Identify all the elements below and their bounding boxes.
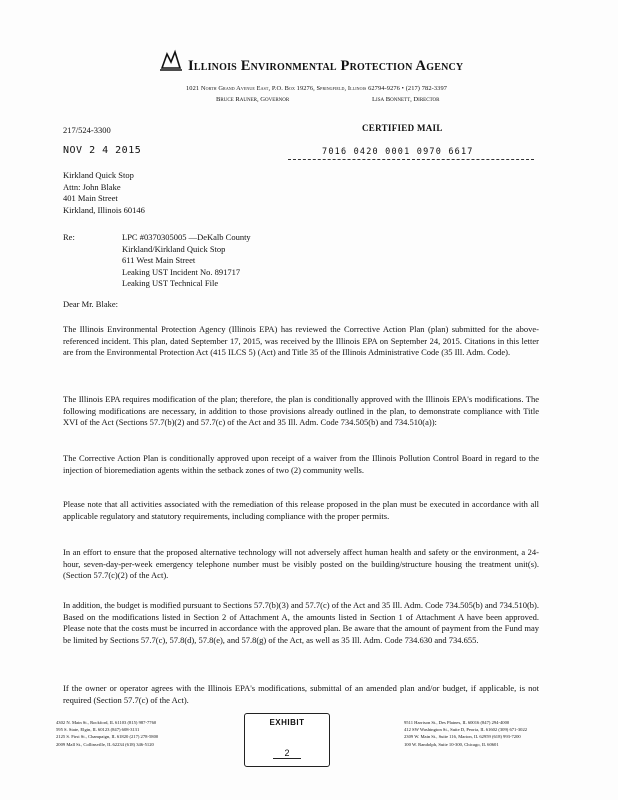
exhibit-sticker: [244, 713, 330, 767]
footer-office-line: 2009 Mall St., Collinsville, IL 62234 (618) 346-5120: [56, 741, 154, 747]
reference-line: LPC #0370305005 —DeKalb County: [122, 232, 251, 242]
phone-number: 217/524-3300: [63, 125, 111, 135]
footer-office-line: 2309 W. Main St., Suite 116, Marion, IL 62959 (618) 993-7200: [404, 734, 521, 740]
footer-offices-left: [56, 719, 158, 748]
footer-office-line: 4302 N. Main St., Rockford, IL 61103 (815) 987-7760: [56, 720, 157, 725]
body-paragraph: Please note that all activities associated with the remediation of this release proposed in the plan must be executed in accordance with all applicable regulatory and statutory requirements, including compliance with the proper permits.: [63, 499, 539, 521]
certified-mail-label: CERTIFIED MAIL: [362, 123, 443, 133]
director-line: Lisa Bonnett, Director: [372, 96, 440, 103]
exhibit-number: 2: [273, 748, 301, 759]
body-paragraph: The Illinois Environmental Protection Agency (Illinois EPA) has reviewed the Corrective Action Plan (plan) submitted for the above-referenced incident. This plan, dated September 17, 2015, was received by the Illinois EPA on September 24, 2015. Citations in this letter are from the Environmental Protection Act (415 ILCS 5) (Act) and Title 35 of the Illinois Administrative Code (35 Ill. Adm. Code).: [63, 324, 539, 357]
recipient-line: Kirkland, Illinois 60146: [63, 204, 145, 215]
illinois-epa-logo-icon: [158, 48, 184, 74]
reference-line: Leaking UST Incident No. 891717: [122, 266, 241, 277]
body-paragraph: In addition, the budget is modified pursuant to Sections 57.7(b)(3) and 57.7(c) of the Act and 35 Ill. Adm. Code 734.505(b) and 734.510(b). Based on the modifications listed in Section 2 of Attachment A, the amounts listed in Section 1 of Attachment A have been approved. Please note that the costs must be incurred in accordance with the approved plan. Be aware that the amount of payment from the Fund may be limited by Sections 57.7(c), 57.8(d), 57.8(e), and 57.8(g) of the Act, as well as 35 Ill. Adm. Code 734.630 and 734.655.: [63, 600, 539, 645]
reference-block: [122, 232, 251, 290]
recipient-address: [63, 170, 145, 216]
body-paragraph: If the owner or operator agrees with the Illinois EPA's modifications, submittal of an amended plan and/or budget, if applicable, is not required (Section 57.7(c) of the Act).: [63, 683, 539, 705]
agency-name: Illinois Environmental Protection Agency: [188, 58, 464, 74]
body-paragraph: In an effort to ensure that the proposed alternative technology will not adversely affect human health and safety or the environment, a 24-hour, seven-day-per-week emergency telephone number must be visibly posted on the building/structure housing the treatment unit(s). (Section 57.7(c)(2) of the Act).: [63, 547, 539, 580]
exhibit-label: EXHIBIT: [269, 718, 305, 727]
agency-address: 1021 North Grand Avenue East, P.O. Box 19276, Springfield, Illinois 62794-9276 • (217) 782-3397: [186, 85, 448, 92]
footer-offices-right: [404, 719, 527, 748]
reference-line: Leaking UST Technical File: [122, 278, 219, 288]
tracking-number: 7016 0420 0001 0970 6617: [322, 147, 474, 157]
footer-office-line: 100 W. Randolph, Suite 10-300, Chicago, IL 60601: [404, 741, 499, 747]
salutation: Dear Mr. Blake:: [63, 299, 118, 309]
recipient-line: Attn: John Blake: [63, 181, 121, 192]
date-stamp: NOV 2 4 2015: [63, 145, 142, 156]
tracking-divider: [288, 159, 534, 160]
reference-line: 611 West Main Street: [122, 255, 196, 265]
footer-office-line: 595 S. State, Elgin, IL 60123 (847) 608-3131: [56, 727, 140, 733]
body-paragraph: The Corrective Action Plan is conditionally approved upon receipt of a waiver from the Illinois Pollution Control Board in regard to the injection of bioremediation agents within the setback zones of two (2) community wells.: [63, 453, 539, 475]
recipient-line: 401 Main Street: [63, 193, 118, 203]
footer-office-line: 412 SW Washington St., Suite D, Peoria, IL 61602 (309) 671-3022: [404, 727, 528, 733]
recipient-line: Kirkland Quick Stop: [63, 170, 134, 180]
reference-line: Kirkland/Kirkland Quick Stop: [122, 243, 226, 254]
reference-label: Re:: [63, 232, 75, 242]
governor-line: Bruce Rauner, Governor: [216, 96, 290, 103]
footer-office-line: 2125 S. First St., Champaign, IL 61820 (217) 278-5800: [56, 734, 159, 740]
footer-office-line: 9511 Harrison St., Des Plaines, IL 60016 (847) 294-4000: [404, 720, 510, 725]
body-paragraph: The Illinois EPA requires modification of the plan; therefore, the plan is conditionally approved with the Illinois EPA's modifications. The following modifications are necessary, in addition to those provisions already outlined in the plan, to demonstrate compliance with Title XVI of the Act (Sections 57.7(b)(2) and 57.7(c) of the Act and 35 Ill. Adm. Code 734.505(b) and 734.510(a)):: [63, 394, 539, 427]
